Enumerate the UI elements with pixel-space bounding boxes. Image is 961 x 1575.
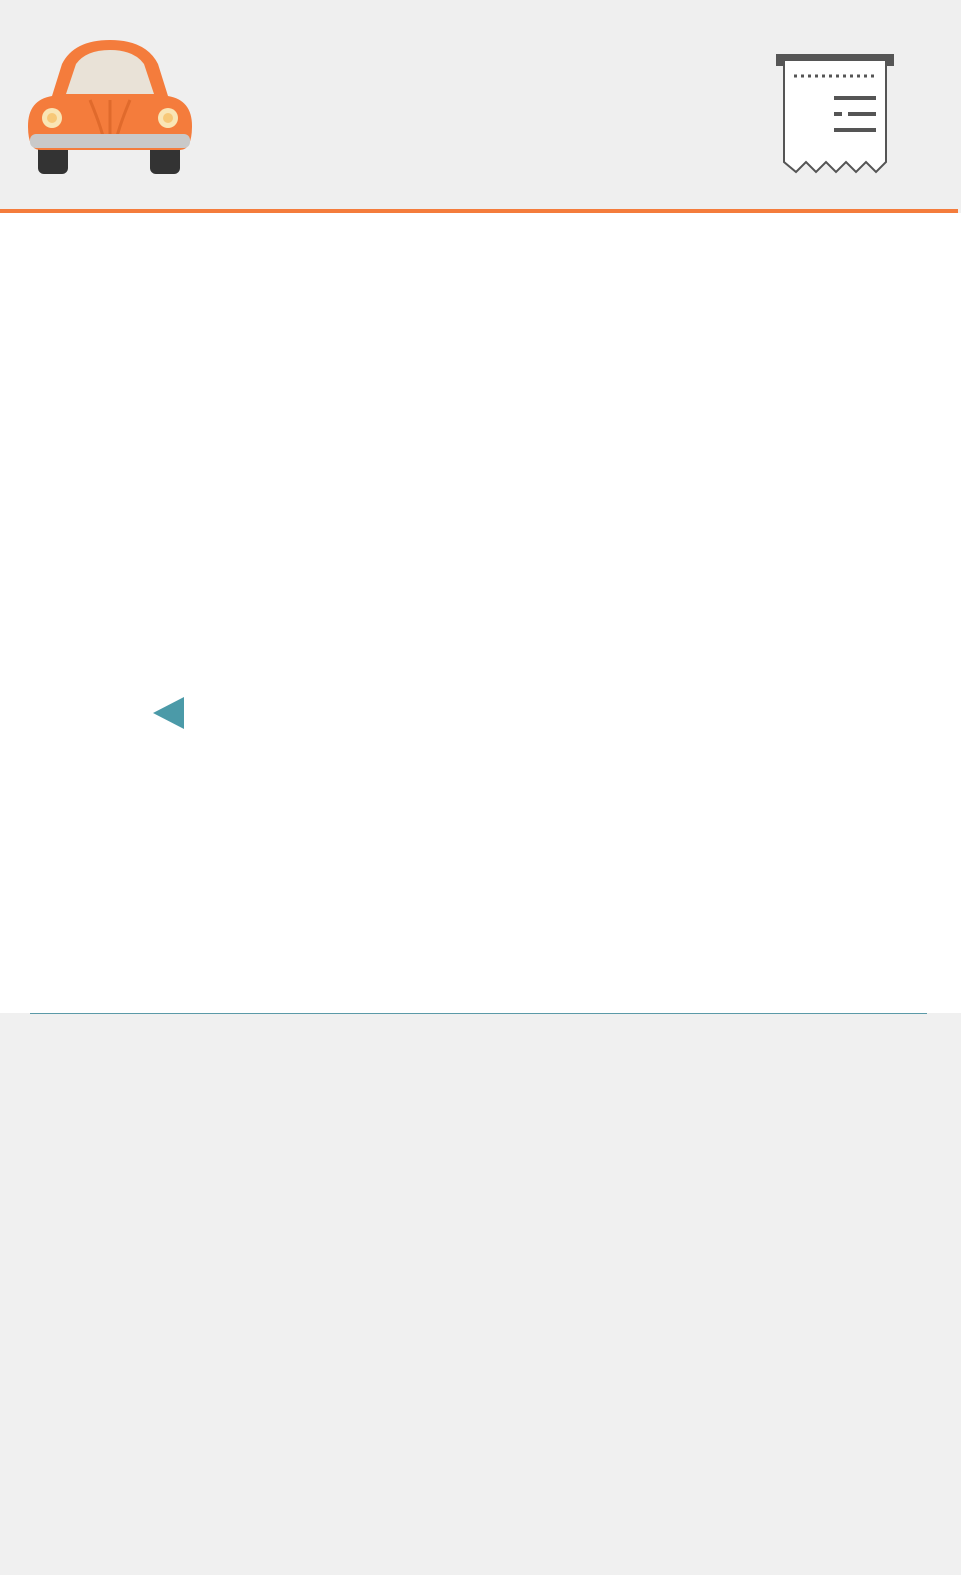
table-header	[0, 1014, 961, 1102]
triangle-pointer-icon	[153, 697, 184, 729]
